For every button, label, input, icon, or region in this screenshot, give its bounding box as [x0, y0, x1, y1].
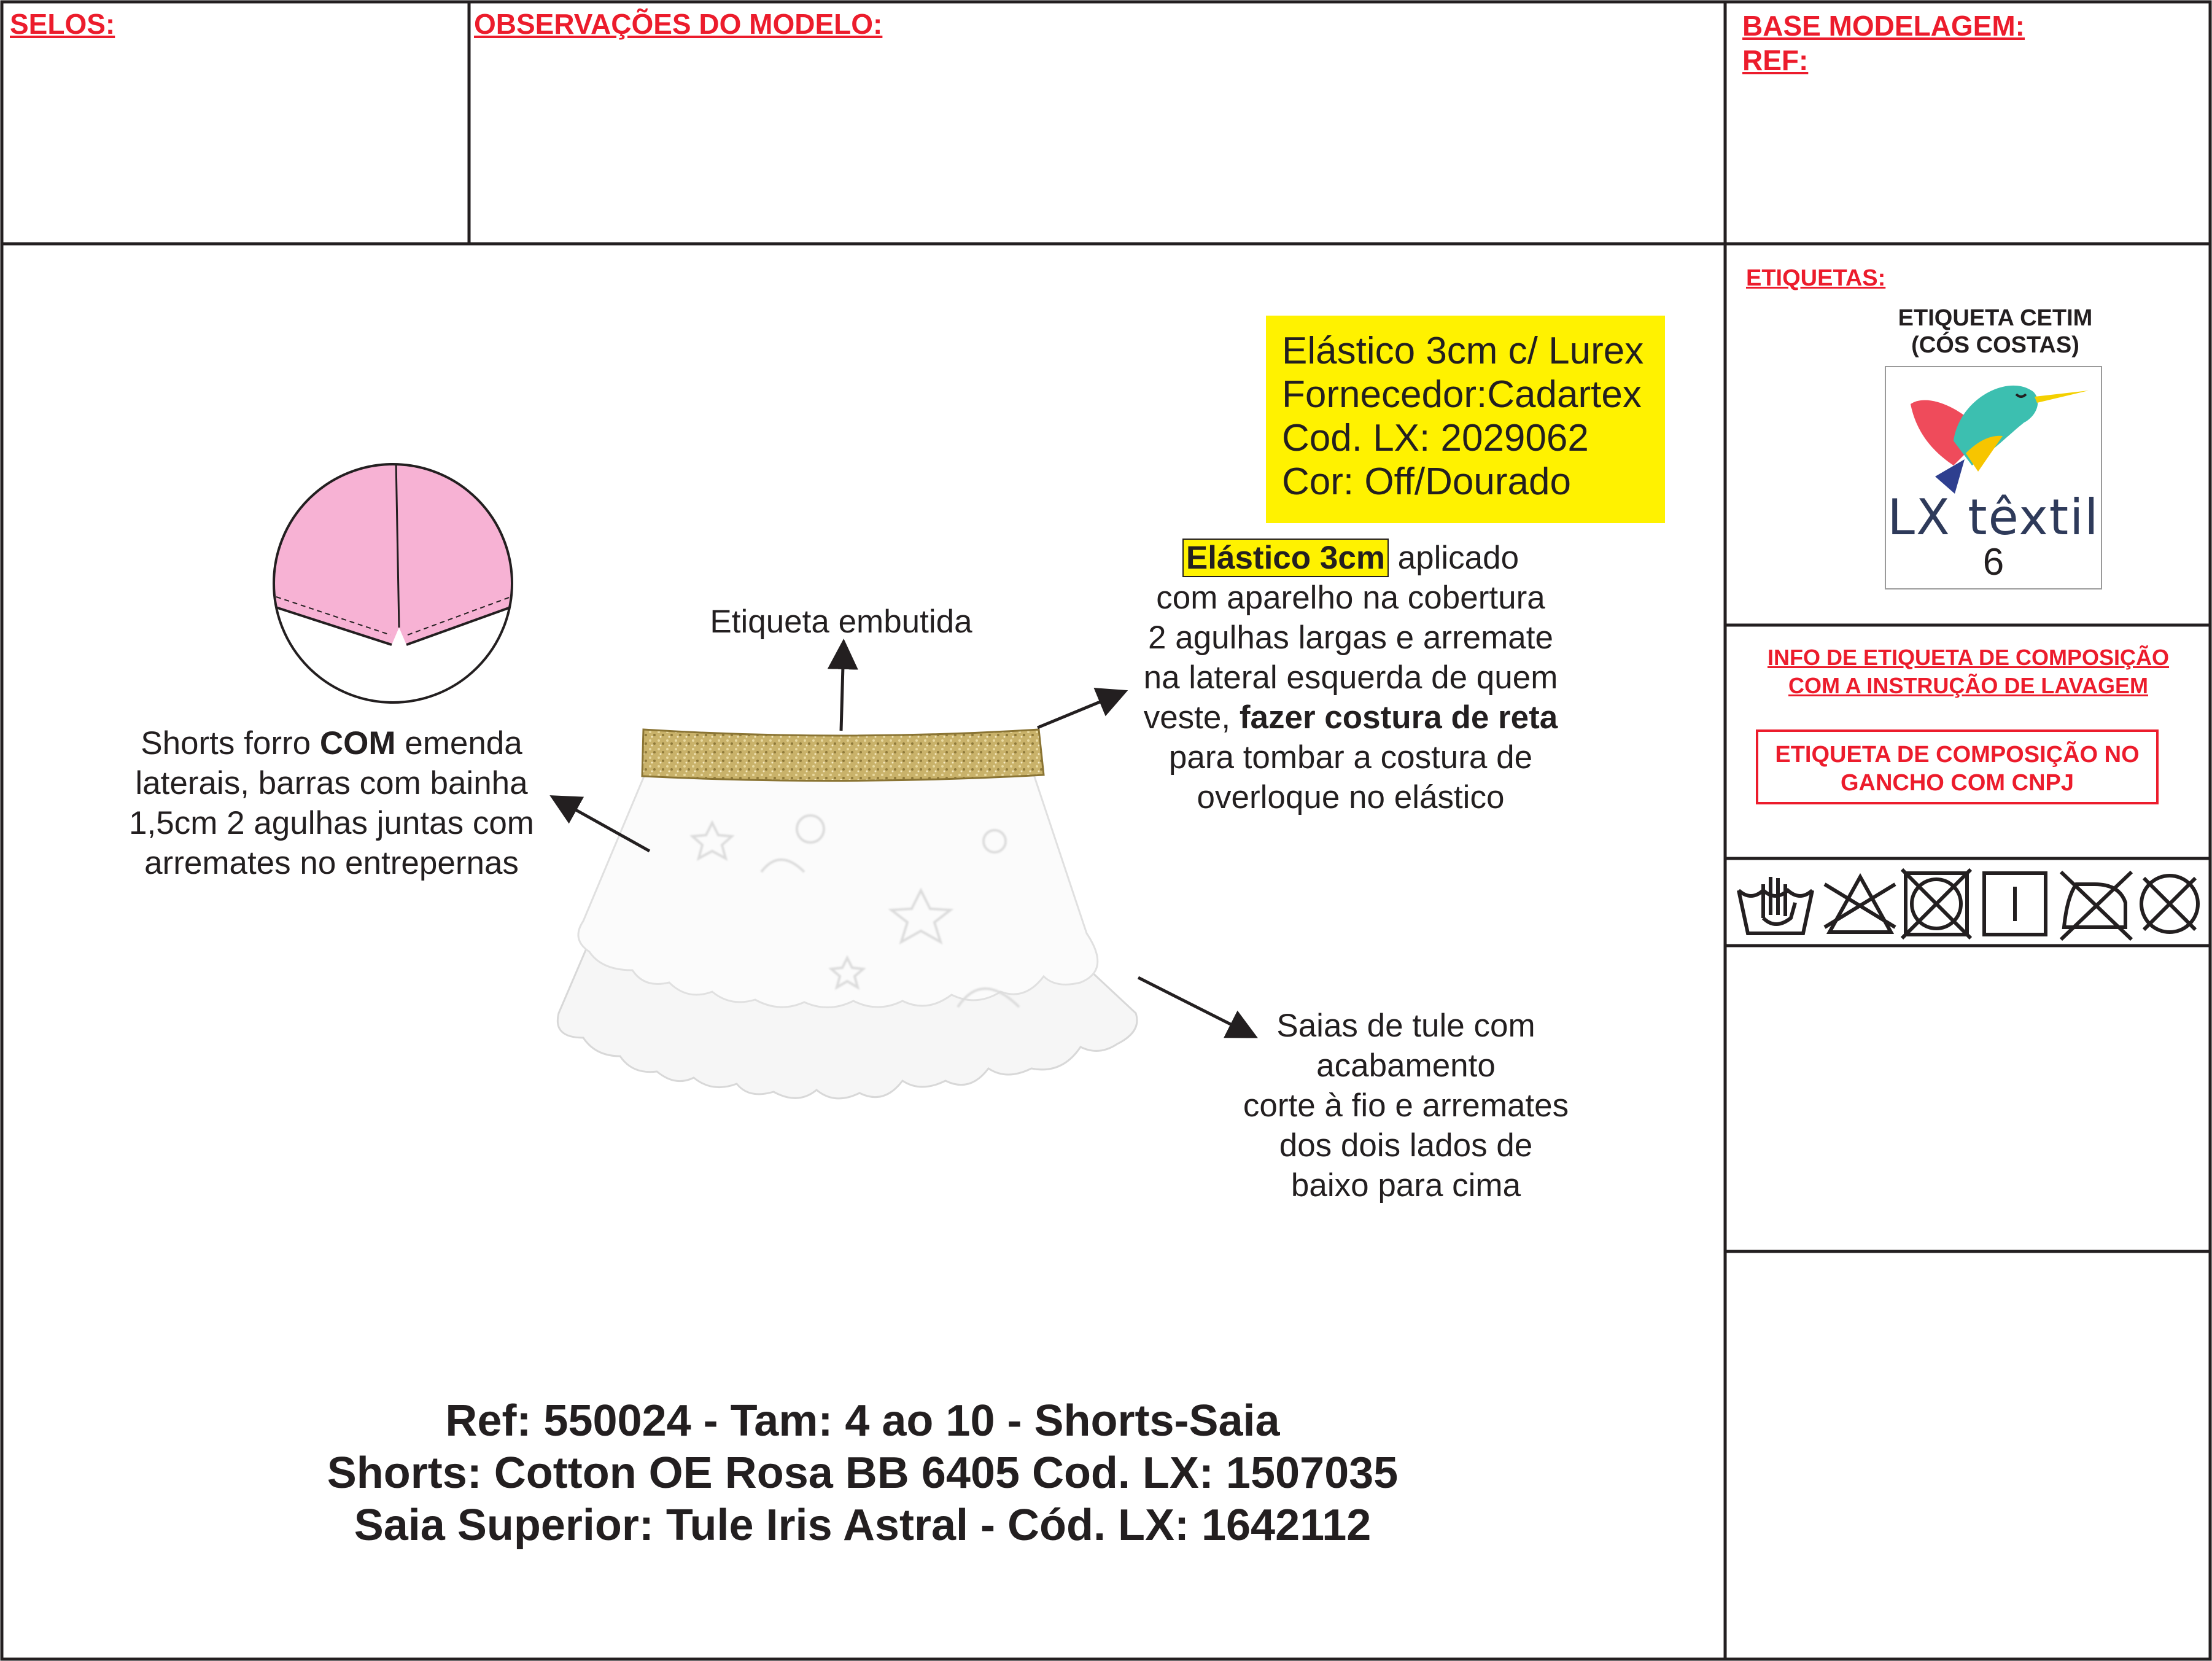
elastic-l5-b: fazer costura de reta	[1239, 699, 1558, 736]
etiqueta-cetim-caption	[1866, 305, 2124, 359]
spec-line3: Cod. LX: 2029062	[1282, 417, 1589, 459]
spec-line4: Cor: Off/Dourado	[1282, 461, 1571, 503]
etiquetas-label: ETIQUETAS:	[1746, 265, 1886, 291]
elastic-l6: para tombar a costura de	[1168, 739, 1533, 776]
elastic-note-line1	[1117, 538, 1584, 578]
logo-wordmark: LX têxtil	[1887, 489, 2100, 546]
line-dry-icon	[1984, 873, 2046, 935]
care-symbols-row	[1726, 860, 2210, 946]
shorts-l3: 1,5cm 2 agulhas juntas com	[129, 805, 534, 841]
composicao-gancho-box	[1756, 729, 2159, 804]
logo-size-number: 6	[1982, 541, 2004, 583]
etiqueta-cetim-line1: ETIQUETA CETIM	[1898, 305, 2093, 331]
elastic-l3: 2 agulhas largas e arremate	[1148, 620, 1553, 656]
saias-l2: acabamento	[1316, 1048, 1496, 1084]
shorts-lining-note	[98, 723, 565, 883]
do-not-iron-icon	[2061, 872, 2132, 939]
elastic-l4: na lateral esquerda de quem	[1143, 659, 1558, 696]
spec-line1: Elástico 3cm c/ Lurex	[1282, 330, 1644, 372]
shorts-l2: laterais, barras com bainha	[135, 765, 528, 801]
ref-line: Ref: 550024 - Tam: 4 ao 10 - Shorts-Saia	[445, 1396, 1280, 1445]
saias-l3: corte à fio e arremates	[1243, 1087, 1569, 1124]
skirt-fabric-line: Saia Superior: Tule Iris Astral - Cód. LX: 1642112	[354, 1501, 1372, 1550]
observacoes-label: OBSERVAÇÕES DO MODELO:	[474, 8, 883, 40]
saias-l1: Saias de tule com	[1276, 1008, 1535, 1044]
shorts-l1-a: Shorts forro	[141, 725, 320, 761]
base-modelagem-label	[1742, 9, 2025, 77]
saias-l5: baixo para cima	[1290, 1167, 1521, 1204]
shorts-l1-c: emenda	[395, 725, 522, 761]
elastic-l2: com aparelho na cobertura	[1156, 580, 1545, 616]
elastic-l7: overloque no elástico	[1197, 779, 1505, 815]
info-line1: INFO DE ETIQUETA DE COMPOSIÇÃO	[1767, 645, 2170, 670]
elastic-l5	[1117, 698, 1584, 737]
spec-line2: Fornecedor:Cadartex	[1282, 373, 1642, 416]
product-reference-block	[184, 1395, 1541, 1552]
do-not-bleach-icon	[1825, 877, 1895, 932]
etiqueta-cetim-line2: (CÓS COSTAS)	[1911, 332, 2079, 358]
elastic-l5-a: veste,	[1143, 699, 1240, 736]
composicao-line1: ETIQUETA DE COMPOSIÇÃO NO	[1775, 742, 2140, 768]
selos-label: SELOS:	[10, 8, 115, 40]
info-line2: COM A INSTRUÇÃO DE LAVAGEM	[1788, 673, 2148, 698]
saias-l4: dos dois lados de	[1279, 1127, 1533, 1164]
do-not-tumble-dry-icon	[1902, 869, 1971, 938]
composicao-line2: GANCHO COM CNPJ	[1840, 770, 2074, 796]
shorts-l1	[98, 723, 565, 763]
elastic-application-note	[1117, 538, 1584, 817]
satin-label-preview	[1885, 366, 2102, 589]
info-composicao-caption	[1726, 644, 2210, 700]
shorts-fabric-line: Shorts: Cotton OE Rosa BB 6405 Cod. LX: 1507035	[327, 1449, 1399, 1498]
shorts-l4: arremates no entrepernas	[144, 845, 519, 881]
ref-label: REF:	[1742, 44, 1809, 76]
base-modelagem-text: BASE MODELAGEM:	[1742, 10, 2025, 42]
tulle-skirt-note	[1203, 1006, 1609, 1205]
shorts-l1-b: COM	[319, 725, 396, 761]
elastic-l1-rest: aplicado	[1388, 540, 1519, 576]
do-not-dry-clean-icon	[2141, 876, 2198, 932]
hand-wash-icon	[1739, 877, 1812, 933]
elastic-highlight: Elástico 3cm	[1182, 539, 1389, 577]
etiqueta-embutida-note: Etiqueta embutida	[710, 604, 972, 640]
